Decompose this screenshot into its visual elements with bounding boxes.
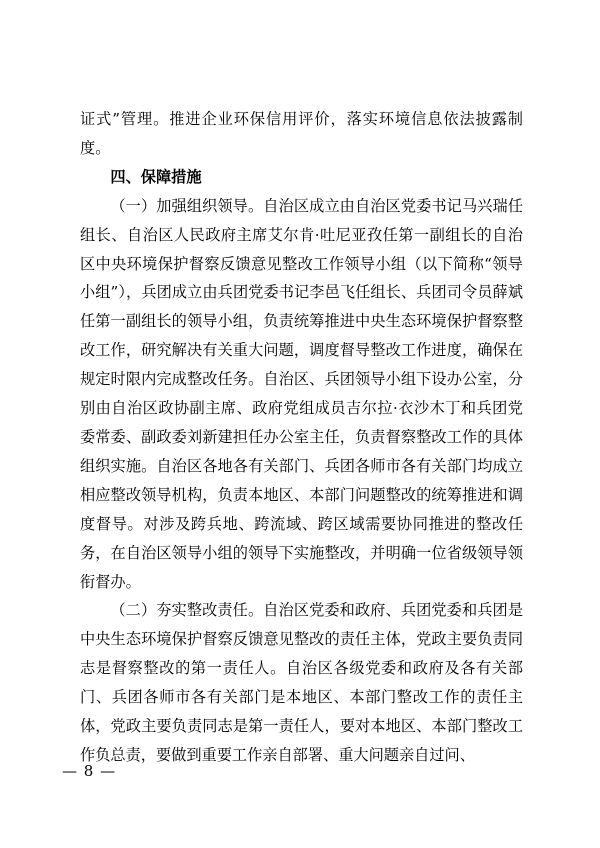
paragraph-organization-leadership [80, 192, 523, 597]
paragraph-rectification-responsibility [80, 596, 523, 769]
paragraph-body: 自治区党委和政府、兵团党委和兵团是中央生态环境保护督察反馈意见整改的责任主体，党政主要负责同志是督察整改的第一责任人。自治区各级党委和政府及各有关部门、兵团各师市各有关部门是本地区、本部门整改工作的责任主体，党政主要负责同志是第一责任人，要对本地区、本部门整改工作负总责，要做到重要工作亲自部署、重大问题亲自过问、 [80, 601, 524, 764]
document-body [80, 105, 523, 770]
continuation-paragraph: 证式”管理。推进企业环保信用评价，落实环境信息依法披露制度。 [80, 110, 523, 157]
page-number: — 8 — [62, 762, 117, 780]
paragraph-lead: （一）加强组织领导。 [110, 196, 264, 215]
paragraph-body: 自治区成立由自治区党委书记马兴瑞任组长、自治区人民政府主席艾尔肯·吐尼亚孜任第一副组长的自治区中央环境保护督察反馈意见整改工作领导小组（以下简称“领导小组”），兵团成立由兵团党委书记李邑飞任组长、兵团司令员薛斌任第一副组长的领导小组，负责统筹推进中央生态环境保护督察整改工作，研究解决有关重大问题，调度督导整改工作进度，确保在规定时限内完成整改任务。自治区、兵团领导小组下设办公室，分别由自治区政协副主席、政府党组成员吉尔拉·衣沙木丁和兵团党委常委、副政委刘新建担任办公室主任，负责督察整改工作的具体组织实施。自治区各地各有关部门、兵团各师市各有关部门均成立相应整改领导机构，负责本地区、本部门问题整改的统筹推进和调度督导。对涉及跨兵地、跨流域、跨区域需要协同推进的整改任务，在自治区领导小组的领导下实施整改，并明确一位省级领导领衔督办。 [80, 196, 524, 591]
section-heading: 四、保障措施 [110, 167, 202, 186]
paragraph-lead: （二）夯实整改责任。 [110, 601, 264, 620]
